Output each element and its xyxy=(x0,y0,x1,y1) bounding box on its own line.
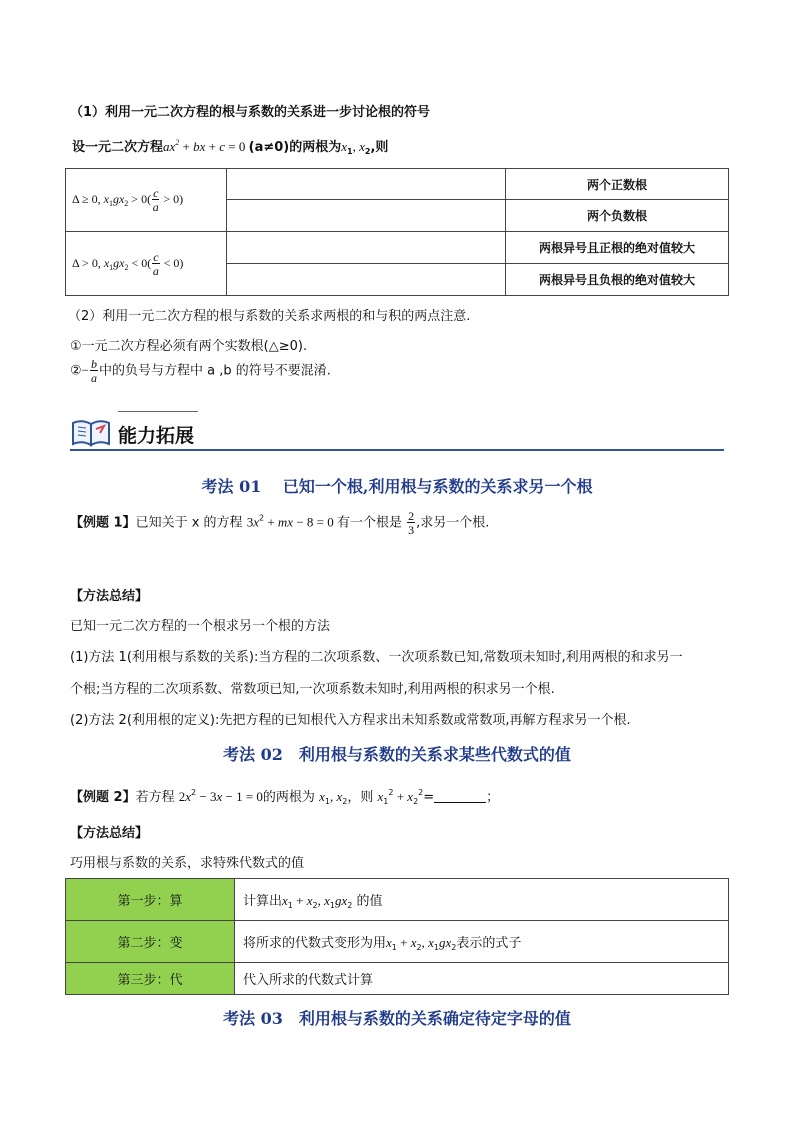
step-3-desc: 代入所求的代数式计算 xyxy=(235,963,729,995)
item-1-title: （1）利用一元二次方程的根与系数的关系进一步讨论根的符号 xyxy=(70,105,431,120)
positive-negative-condition: Δ ≥ 0, $x_1gx_2 > 0$( $\frac{c}{a}$ > 0) xyxy=(66,169,227,232)
method-3-heading: 考法 03 利用根与系数的关系确定待定字母的值 xyxy=(223,1009,571,1028)
setup-prefix: 设一元二次方程 xyxy=(72,140,164,155)
note-2-prefix: ② xyxy=(70,363,82,379)
summary-1-line-2: 个根;当方程的二次项系数、常数项已知,一次项系数未知时,利用两根的积求另一个根. xyxy=(70,682,555,697)
steps-table xyxy=(65,878,729,995)
root-sign-table xyxy=(65,168,729,296)
example-2-prefix: 若方程 xyxy=(135,790,175,805)
example-1-mid: 有一个根是 xyxy=(337,515,403,531)
method-2-heading: 考法 02 利用根与系数的关系求某些代数式的值 xyxy=(223,745,571,764)
setup-condition: (a≠0)的两根为 xyxy=(248,140,342,155)
item-2-title: （2）利用一元二次方程的根与系数的关系求两根的和与积的两点注意. xyxy=(68,309,471,324)
banner-title: 能力拓展 xyxy=(118,425,195,447)
blank-cell xyxy=(227,232,506,264)
result-positive-larger: 两根异号且正根的绝对值较大 xyxy=(506,232,729,264)
summary-1-label: 【方法总结】 xyxy=(70,589,149,604)
opposite-sign-condition: Δ > 0, $x_1gx_2 < 0$( $\frac{c}{a}$ < 0) xyxy=(66,232,227,296)
summary-1-title: 已知一元二次方程的一个根求另一个根的方法 xyxy=(70,619,331,634)
example-2-ask: ，则 xyxy=(347,790,374,805)
example-1-suffix: ,求另一个根. xyxy=(416,515,490,531)
step-1-label: 第一步：算 xyxy=(66,879,235,921)
summary-2-title: 巧用根与系数的关系，求特殊代数式的值 xyxy=(70,856,305,871)
example-1-prefix: 已知关于 x 的方程 xyxy=(135,515,243,531)
banner-top-rule xyxy=(118,411,198,412)
note-2-suffix: 中的负号与方程中 a ,b 的符号不要混淆. xyxy=(99,363,331,379)
example-2-label: 【例题 2】 xyxy=(70,790,136,805)
blank-cell xyxy=(227,169,506,200)
section-banner xyxy=(70,411,724,451)
note-2: ②− $\frac{b}{a}$ 中的负号与方程中 a ,b 的符号不要混淆. xyxy=(70,357,331,385)
example-2: 【例题 2】若方程 $2x^2 - 3x - 1 = 0$的两根为 $x_1$, $x_2$，则 $x_1^2 + x_2^2=$ ； xyxy=(70,788,500,806)
step-1-desc: 计算出$x_1 + x_2$, $x_1gx_2$ 的值 xyxy=(235,879,729,921)
summary-1-line-1: (1)方法 1(利用根与系数的关系):当方程的二次项系数、一次项系数已知,常数项未知时,利用两根的和求另一 xyxy=(70,650,683,665)
step-3-label: 第三步：代 xyxy=(66,963,235,995)
example-1: 【例题 1】已知关于 x 的方程 $3x^2$ + mx − 8 = 0 有一个根是 $\frac{2}{3}$ ,求另一个根. xyxy=(70,509,490,537)
example-2-mid: 的两根为 xyxy=(262,790,315,805)
note-1: ①一元二次方程必须有两个实数根(△≥0). xyxy=(70,339,308,354)
method-1-heading: 考法 01 已知一个根,利用根与系数的关系求另一个根 xyxy=(201,477,593,496)
summary-2-label: 【方法总结】 xyxy=(70,826,149,841)
equation-setup: 设一元二次方程$ax^2$ + bx + c = 0 (a≠0)的两根为$x_1$, $x_2$,则 xyxy=(72,138,389,156)
blank-cell xyxy=(227,200,506,232)
step-2-label: 第二步：变 xyxy=(66,921,235,963)
answer-blank xyxy=(434,790,486,803)
step-2-desc: 将所求的代数式变形为用$x_1 + x_2$, $x_1gx_2$表示的式子 xyxy=(235,921,729,963)
result-two-positive: 两个正数根 xyxy=(506,169,729,200)
setup-suffix: ,则 xyxy=(370,140,389,155)
result-two-negative: 两个负数根 xyxy=(506,200,729,232)
example-1-label: 【例题 1】 xyxy=(70,515,136,531)
example-2-end: ； xyxy=(486,790,500,805)
summary-1-line-3: (2)方法 2(利用根的定义):先把方程的已知根代入方程求出未知系数或常数项,再解方程求另一个根. xyxy=(70,713,631,728)
blank-cell xyxy=(227,264,506,296)
open-book-icon xyxy=(70,417,112,447)
banner-rule xyxy=(70,449,724,451)
result-negative-larger: 两根异号且负根的绝对值较大 xyxy=(506,264,729,296)
